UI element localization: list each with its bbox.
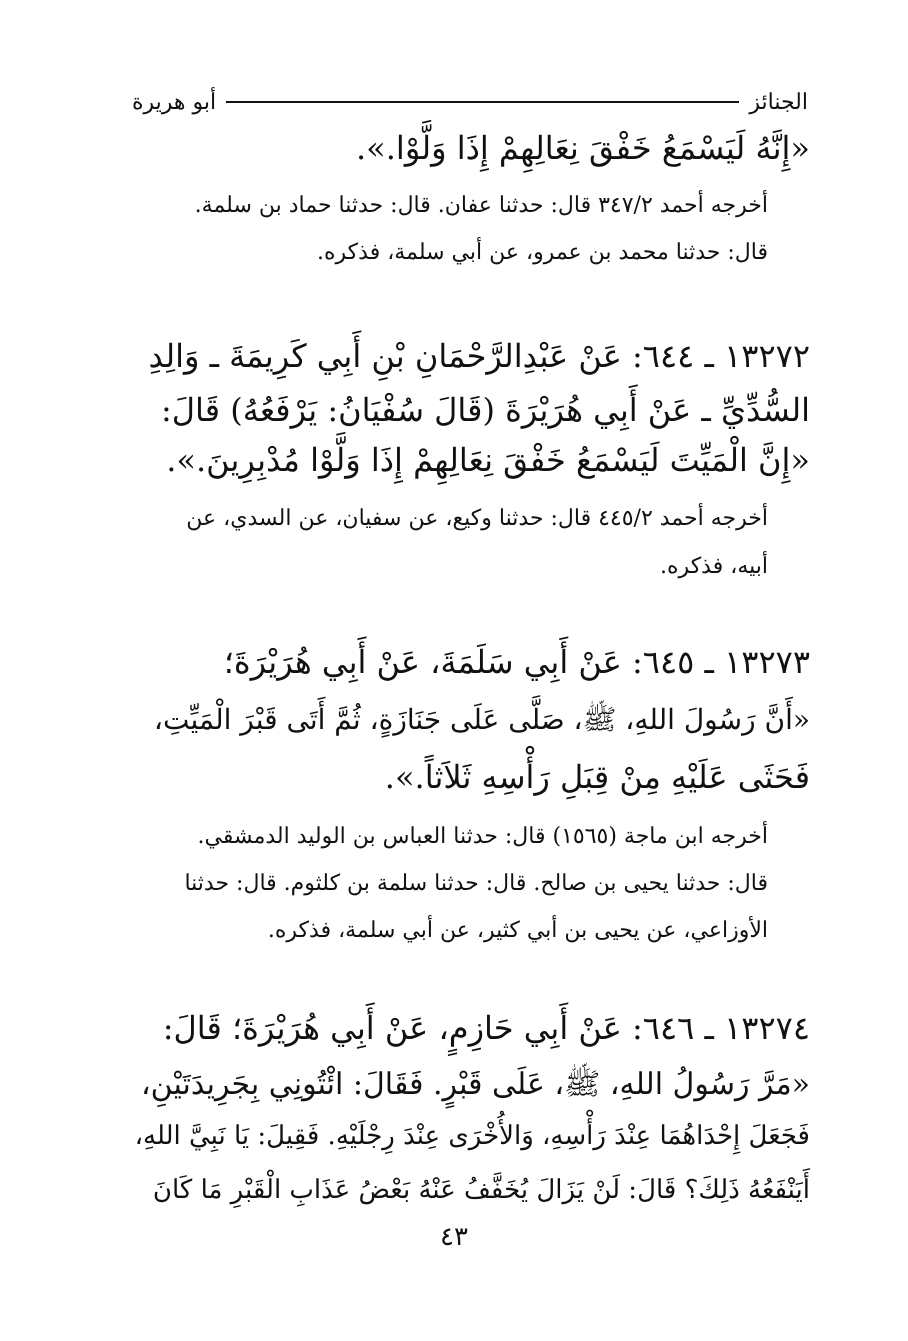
hadith-text-line: أَيَنْفَعُهُ ذَلِكَ؟ قَالَ: لَنْ يَزَالَ يُخَفَّفُ عَنْهُ بَعْضُ عَذَابِ الْقَبْرِ مَا كَانَ — [152, 1175, 810, 1205]
hadith-text-line: «مَرَّ رَسُولُ اللهِ، ﷺ، عَلَى قَبْرٍ. فَقَالَ: ائْتُونِي بِجَرِيدَتَيْنِ، — [140, 1067, 810, 1102]
hadith-text-line: فَحَثَى عَلَيْهِ مِنْ قِبَلِ رَأْسِهِ ثَلاَثاً.». — [384, 758, 810, 796]
hadith-text-line: «إِنَّ الْمَيِّتَ لَيَسْمَعُ خَفْقَ نِعَالِهِمْ إِذَا وَلَّوْا مُدْبِرِينَ.». — [166, 441, 810, 479]
takhrij-line: أخرجه ابن ماجة (١٥٦٥) قال: حدثنا العباس بن الوليد الدمشقي. — [197, 824, 768, 849]
header-rule — [226, 101, 739, 103]
takhrij-line: أخرجه أحمد ٤٤٥/٢ قال: حدثنا وكيع، عن سفيان، عن السدي، عن — [186, 506, 768, 531]
hadith-heading-line: ١٣٢٧٣ ـ ٦٤٥: عَنْ أَبِي سَلَمَةَ، عَنْ أَبِي هُرَيْرَةَ؛ — [223, 643, 810, 681]
takhrij-line: قال: حدثنا يحيى بن صالح. قال: حدثنا سلمة بن كلثوم. قال: حدثنا — [184, 871, 768, 896]
takhrij-line: أبيه، فذكره. — [660, 554, 768, 579]
takhrij-line: قال: حدثنا محمد بن عمرو، عن أبي سلمة، فذكره. — [317, 240, 768, 265]
hadith-text-line: «أَنَّ رَسُولَ اللهِ، ﷺ، صَلَّى عَلَى جَنَازَةٍ، ثُمَّ أَتَى قَبْرَ الْمَيِّتِ، — [153, 703, 810, 736]
hadith-text-line: فَجَعَلَ إِحْدَاهُمَا عِنْدَ رَأْسِهِ، وَالأُخْرَى عِنْدَ رِجْلَيْهِ. فَقِيلَ: يَا نَبِيَّ اللهِ، — [134, 1121, 810, 1151]
page-number: ٤٣ — [440, 1222, 468, 1252]
takhrij-line: أخرجه أحمد ٣٤٧/٢ قال: حدثنا عفان. قال: حدثنا حماد بن سلمة. — [194, 193, 768, 218]
hadith-heading-line: ١٣٢٧٤ ـ ٦٤٦: عَنْ أَبِي حَازِمٍ، عَنْ أَبِي هُرَيْرَةَ؛ قَالَ: — [162, 1009, 810, 1047]
takhrij-line: الأوزاعي، عن يحيى بن أبي كثير، عن أبي سلمة، فذكره. — [267, 918, 768, 943]
header-chapter-title: الجنائز — [749, 89, 808, 115]
hadith-text-line: «إِنَّهُ لَيَسْمَعُ خَفْقَ نِعَالِهِمْ إِذَا وَلَّوْا.». — [356, 129, 810, 167]
running-header — [132, 86, 808, 118]
hadith-text-line: السُّدِّيِّ ـ عَنْ أَبِي هُرَيْرَةَ (قَالَ سُفْيَانُ: يَرْفَعُهُ) قَالَ: — [160, 391, 810, 429]
hadith-heading-line: ١٣٢٧٢ ـ ٦٤٤: عَنْ عَبْدِالرَّحْمَانِ بْنِ أَبِي كَرِيمَةَ ـ وَالِدِ — [148, 337, 810, 375]
header-narrator-title: أبو هريرة — [132, 89, 217, 115]
